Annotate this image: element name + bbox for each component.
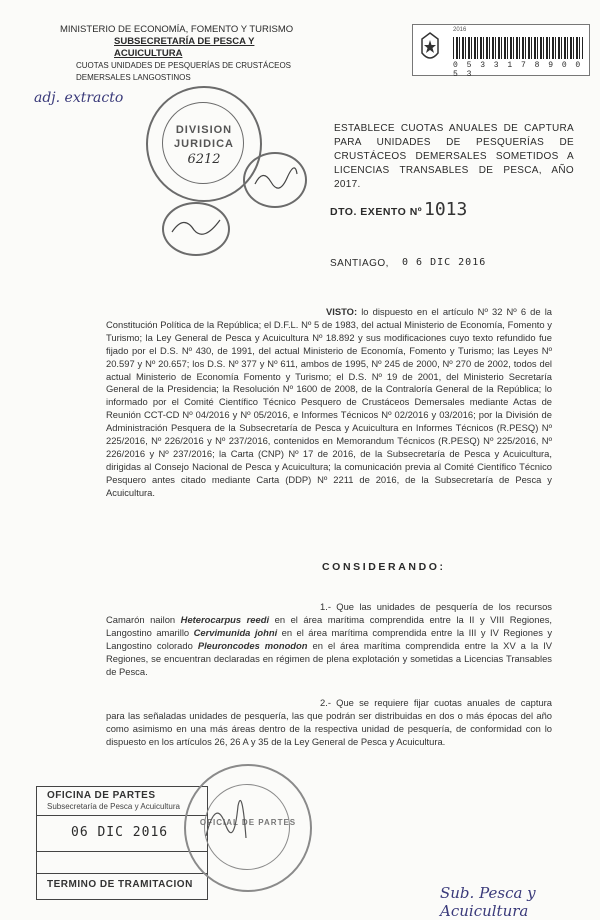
- ministry-name: MINISTERIO DE ECONOMÍA, FOMENTO Y TURISMO: [60, 24, 294, 35]
- handwritten-note: adj. extracto: [34, 90, 124, 106]
- subsecretaria-name: SUBSECRETARÍA DE PESCA Y: [114, 36, 255, 47]
- oficina-partes-stamp: [36, 786, 208, 900]
- p1-text-b: en el área marítima comprendida entre la II y VIII Regiones, Langostino amarillo: [106, 613, 552, 638]
- stamp-division-line1: DIVISION: [175, 124, 233, 136]
- decree-label: DTO. EXENTO Nº: [330, 206, 423, 218]
- decree-title: ESTABLECE CUOTAS ANUALES DE CAPTURA PARA UNIDADES DE PESQUERÍAS DE CRUSTÁCEOS DEMERSALES SOMETIDOS A LICENCIAS TRANSABLES DE PESCA, AÑO 2017.: [334, 123, 574, 190]
- visto-label: VISTO:: [326, 306, 358, 317]
- oficina-partes-footer: TERMINO DE TRAMITACION: [47, 879, 193, 890]
- decree-place: SANTIAGO,: [330, 258, 389, 269]
- bottom-handwritten-note: Sub. Pesca y Acuicultura: [440, 884, 536, 920]
- ministry-header: [56, 24, 356, 84]
- barcode-top-text: 2016: [453, 27, 467, 33]
- signature-scribble-icon-3: [186, 766, 310, 890]
- p1-text-a: 1.- Que las unidades de pesquería de los recursos Camarón nailon: [106, 601, 552, 625]
- decree-number: 1013: [424, 199, 468, 220]
- signature-scribble-icon: [245, 154, 305, 206]
- oficina-partes-subtitle: Subsecretaría de Pesca y Acuicultura: [47, 802, 180, 811]
- p1-text-d: en el área marítima comprendida entre la XV a la IV Regiones, se encuentran declaradas en régimen de plena explotación y sometidas a Licencias Transables de Pesca.: [106, 639, 553, 677]
- visto-paragraph: [106, 306, 552, 500]
- barcode-icon: [453, 37, 583, 59]
- signature-scribble-icon-2: [164, 204, 228, 254]
- chile-crest-icon: [419, 31, 441, 67]
- barcode-number: 0 5 3 3 1 7 8 9 0 0 5 3: [453, 61, 583, 79]
- file-reference-1: CUOTAS UNIDADES DE PESQUERÍAS DE CRUSTÁCEOS: [76, 61, 291, 70]
- stamp-division-number: 6212: [187, 152, 221, 167]
- seal-center-text: OFICIAL DE PARTES: [199, 818, 297, 827]
- considerando-heading: CONSIDERANDO:: [322, 561, 446, 573]
- barcode-label: [412, 24, 590, 79]
- jefe-division-stamp: [162, 202, 230, 256]
- file-reference-2: DEMERSALES LANGOSTINOS: [76, 73, 191, 82]
- species-name-2: Cervimunida johni: [193, 626, 278, 638]
- coordinador-juridico-stamp: [243, 152, 307, 208]
- p1-text-c: en el área marítima comprendida entre la III y IV Regiones y Langostino colorado: [106, 626, 553, 651]
- species-name-1: Heterocarpus reedi: [180, 613, 270, 625]
- decree-date: 0 6 DIC 2016: [402, 257, 487, 268]
- considerando-paragraph-2: 2.- Que se requiere fijar cuotas anuales de captura para las señaladas unidades de pesquería, las que podrán ser distribuidas en dos o más épocas del año como asimismo en una más áreas dentro de la respectiva unidad de pesquería, de conformidad con lo dispuesto en los artículos 26, 26 A y 35 de la Ley General de Pesca y Acuicultura.: [106, 697, 552, 747]
- ministerio-seal-stamp: [184, 764, 312, 892]
- considerando-paragraph-1: [106, 601, 552, 678]
- stamp-division-line2: JURIDICA: [174, 138, 234, 150]
- visto-text: lo dispuesto en el artículo Nº 32 Nº 6 de la Constitución Política de la República; el D.F.L. Nº 5 de 1983, del actual Ministerio de Economía, Fomento y Turismo; la Ley General de Pesca y Acuicultura Nº 18.892 y sus modificaciones cuyo texto refundido fue fijado por el D.S. Nº 430, de 1991, del actual Ministerio de Economía, Fomento y Turismo; las Leyes Nº 20.597 y Nº 20.657; los D.S. Nº 377 y Nº 611, ambos de 1995, Nº 245 de 2000, Nº 270 de 2002, todos del actual Ministerio de Economía Fomento y Turismo; el D.S. Nº 19 de 2001, del Ministerio Secretaría General de la Presidencia; la Resolución Nº 1600 de 2008, de la Contraloría General de la República; lo informado por el Comité Científico Técnico Pesquero de Crustáceos Demersales mediante Actas de Reunión CCT-CD Nº 04/2016 y Nº 05/2016, e Informes Técnicos Nº 02/2016 y 03/2016; por la División de Administración Pesquera de la Subsecretaría de Pesca y Acuicultura en Informes Técnicos (R.PESQ) Nº 225/2016, Nº 226/2016 y Nº 237/2016, contenidos en Memorandum Técnicos (R.PESQ) Nº 225/2016, Nº 226/2016 y Nº 237/2016; la Carta (CNP) Nº 17 de 2016, de la Subsecretaría de Pesca y Acuicultura, dirigidas al Consejo Nacional de Pesca y Acuicultura; la comunicación previa al Comité Científico Técnico Pesquero antes citado mediante Carta (DDP) Nº 2211 de 2016, de la Subsecretaría de Pesca y Acuicultura.: [106, 306, 553, 498]
- species-name-3: Pleuroncodes monodon: [197, 639, 308, 651]
- oficina-partes-date: 06 DIC 2016: [71, 825, 169, 840]
- oficina-partes-title: OFICINA DE PARTES: [47, 790, 156, 801]
- subsecretaria-name-cont: ACUICULTURA: [114, 48, 183, 59]
